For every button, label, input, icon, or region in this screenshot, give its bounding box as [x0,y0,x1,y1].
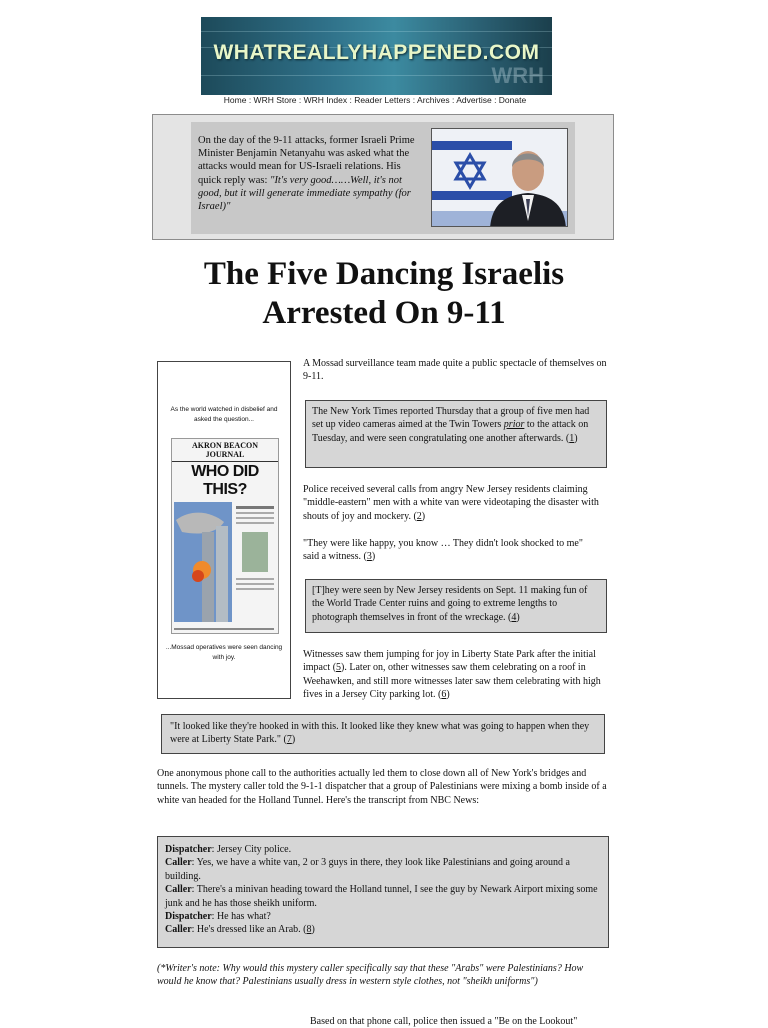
newspaper-front-page [171,438,279,634]
paragraph-2-text: Police received several calls from angry New Jersey residents claiming "middle-eastern" men with a white van were videotaping the disaster with shouts of joy and mockery. ( [303,484,599,522]
nav-separator: : [410,95,418,105]
nav-link-wrh-store[interactable]: WRH Store [253,95,297,105]
footnote-link-8[interactable]: 8 [306,924,312,936]
transcript-speaker: Caller [165,884,192,896]
writers-note-text: (*Writer's note: Why would this mystery caller specifically say that these "Arabs" were Palestinians? How would he know that? Palestinians usually dress in western style clothes, not "sheikh uniforms") [157,963,584,988]
paragraph-3-text: "They were like happy, you know … They didn't look shocked to me" said a witness. ( [303,538,583,563]
transcript-speaker: Caller [165,857,192,869]
transcript-text: : Jersey City police. [211,844,292,855]
transcript-line: Caller: He's dressed like an Arab. (8) [165,924,315,936]
transcript-line [165,856,601,883]
paragraph-5: One anonymous phone call to the authorities actually led them to close down all of New York's bridges and tunnels. The mystery caller told the 9-1-1 dispatcher that a group of Palestinians were mixing a bomb inside of a white van headed for the Holland Tunnel. Here's the transcript from NBC News: [157,768,607,806]
wtc-photo-icon [172,502,278,634]
site-banner[interactable] [201,17,552,95]
netanyahu-quote: "It's very good……Well, it's not good, but it will generate immediate sympathy (for Israel)" [198,174,411,213]
transcript-text: : He has what? [211,911,271,923]
transcript-line [165,910,601,923]
paragraph-4: Witnesses saw them jumping for joy in Liberty State Park after the initial impact (5). Later on, other witnesses saw them celebrating on a roof in Weehawken, and still more witnesses later saw them celebrating with high fives in a Jersey City parking lot. (6) [303,649,601,701]
transcript-text: : There's a minivan heading toward the Holland tunnel, I see the guy by Newark Airport mixing some junk and he has those sheikh uniform. [165,884,598,909]
transcript-line [165,843,601,856]
top-navigation [150,95,600,105]
nav-link-home[interactable]: Home [223,95,247,105]
portrait-with-flag-icon [432,129,568,227]
transcript-speaker: Caller [165,924,192,936]
paragraph-3: "They were like happy, you know … They didn't look shocked to me" said a witness. (3) [303,538,583,563]
transcript-speaker: Dispatcher [165,911,212,923]
newspaper-masthead: AKRON BEACON JOURNAL [172,439,278,462]
footnote-link-6[interactable]: 6 [441,689,447,701]
paragraph-1: A Mossad surveillance team made quite a public spectacle of themselves on 9-11. [303,358,607,383]
transcript-box [157,836,609,948]
box2-text: [T]hey were seen by New Jersey residents on Sept. 11 making fun of the World Trade Center ruins and going to extreme lengths to photograph themselves in front of the wreckage. ( [312,585,588,623]
sidebar-caption-top: As the world watched in disbelief and asked the question... [170,406,278,423]
footnote-link-4[interactable]: 4 [511,611,517,623]
paragraph-4-text-b: ). Later on, other witnesses saw them celebrating on a roof in Weehawken, and still more witnesses later saw them celebrating with high fives in a Jersey City parking lot. ( [303,662,601,701]
nav-link-advertise[interactable]: Advertise [456,95,492,105]
newspaper-headline: WHO DID THIS? [191,463,259,498]
nav-separator: : [491,95,499,105]
netanyahu-photo [431,128,568,227]
transcript-text: : Yes, we have a white van, 2 or 3 guys in there, they look like Palestinians and going around a building. [165,857,570,882]
sidebar-caption-bottom: ...Mossad operatives were seen dancing with joy. [165,644,283,661]
nav-link-wrh-index[interactable]: WRH Index [303,95,348,105]
quote-box-liberty-park: "It looked like they're hooked in with this. It looked like they knew what was going to happen when they were at Liberty State Park." (7) [161,714,605,754]
transcript-text: : He's dressed like an Arab. ( [191,924,307,936]
title-line-2: Arrested On 9-11 [262,295,506,331]
intro-quote-text [198,134,418,213]
nav-separator: : [296,95,304,105]
box1-text-2: to the attack on Tuesday, and were seen congratulating one another afterwards. ( [312,419,589,444]
quote-box-nj-residents: [T]hey were seen by New Jersey residents on Sept. 11 making fun of the World Trade Center ruins and going to extreme lengths to photograph themselves in front of the wreckage. (4) [305,579,607,633]
paragraph-6-partial: Based on that phone call, police then issued a "Be on the Lookout" [310,1016,578,1027]
footnote-link-1[interactable]: 1 [569,432,575,444]
box1-emphasis: prior [503,419,525,431]
banner-title: WHATREALLYHAPPENED.COM [213,41,540,64]
transcript-speaker: Dispatcher [165,844,212,855]
transcript-line [165,883,601,910]
footnote-link-5[interactable]: 5 [336,662,342,674]
banner-watermark: WRH [491,63,544,88]
quote-box-nyt: The New York Times reported Thursday that a group of five men had set up video cameras aimed at the Twin Towers prior to the attack on Tuesday, and were seen congratulating one another afterwards. (1) [305,400,607,468]
intro-text: On the day of the 9-11 attacks, former Israeli Prime Minister Benjamin Netanyahu was asked what the attacks would mean for US-Israeli relations. His quick reply was: [198,135,415,186]
nav-separator: : [246,95,254,105]
nav-link-reader-letters[interactable]: Reader Letters [354,95,411,105]
nav-separator: : [347,95,355,105]
paragraph-4-text-a: Witnesses saw them jumping for joy in Liberty State Park after the initial impact ( [303,649,596,674]
footnote-link-2[interactable]: 2 [416,510,422,522]
box1-text: The New York Times reported Thursday that a group of five men had set up video cameras aimed at the Twin Towers [312,406,590,431]
box3-text: "It looked like they're hooked in with this. It looked like they knew what was going to happen when they were at Liberty State Park." ( [170,721,590,746]
title-line-1: The Five Dancing Israelis [203,256,565,292]
page-title [150,255,618,333]
nav-link-archives[interactable]: Archives [417,95,450,105]
nav-separator: : [449,95,457,105]
paragraph-2: Police received several calls from angry New Jersey residents claiming "middle-eastern" men with a white van were videotaping the disaster with shouts of joy and mockery. (2) [303,484,599,522]
writers-note [157,962,609,989]
footnote-link-7[interactable]: 7 [286,734,292,746]
footnote-link-3[interactable]: 3 [366,551,372,563]
nav-link-donate[interactable]: Donate [498,95,527,105]
